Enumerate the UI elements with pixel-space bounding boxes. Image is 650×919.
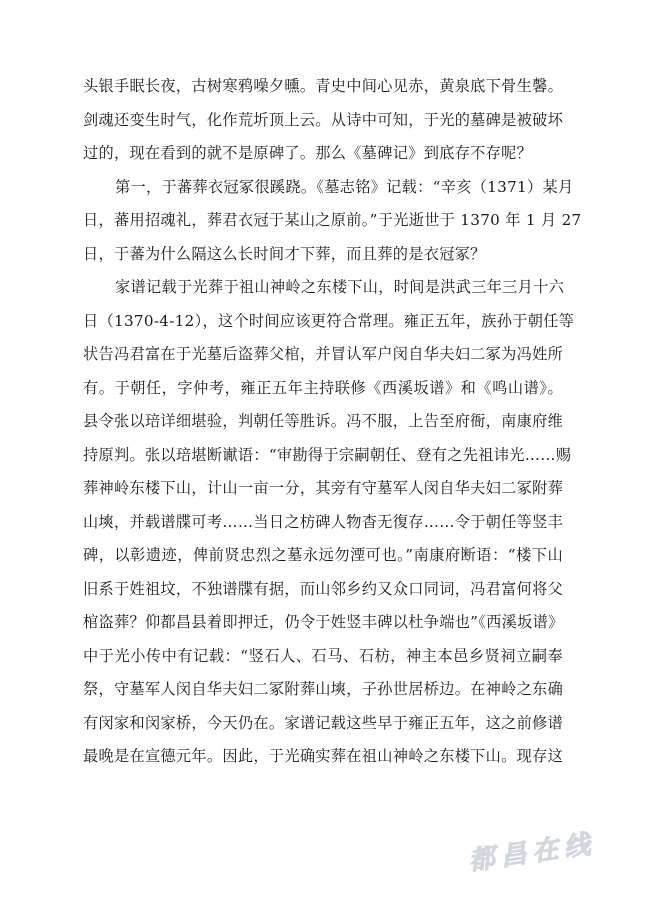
text-line: 状告冯君富在于光墓后盗葬父棺，并冒认军户闵自华夫妇二冢为冯姓所 <box>83 345 564 363</box>
text-line: 县令张以琣详细堪验，判朝任等胜诉。冯不服，上告至府衙，南康府维 <box>83 412 564 430</box>
watermark: 都昌在线 <box>466 829 598 877</box>
text-line: 旧系于姓祖坟，不独谱牒有据，而山邻乡约又众口同词，冯君富何将父 <box>83 579 564 598</box>
text-line: 持原判。张以琣堪断谳语：“审勘得于宗嗣朝任、登有之先祖讳光……赐 <box>83 445 572 464</box>
paragraph-first-line: 家谱记载于光葬于祖山神岭之东楼下山，时间是洪武三年三月十六 <box>115 278 565 296</box>
text-line: 碑，以彰遗迹，俾前贤忠烈之墓永远勿湮可也。”南康府断语：“楼下山 <box>83 546 563 564</box>
paragraph-first-line: 第一，于蕃葬衣冠冢很蹊跷。《墓志铭》记载：“辛亥（1371）某月 <box>115 177 574 196</box>
document-body <box>83 70 582 774</box>
text-line: 山塽，并载谱牒可考……当日之枋碑人物杳无復存……令于朝任等竖丰 <box>83 512 564 531</box>
text-line: 日，于蕃为什么隔这么长时间才下葬，而且葬的是衣冠冢？ <box>83 244 486 263</box>
text-line: 剑魂还变生时气，化作荒圻顶上云。从诗中可知，于光的墓碑是被破坏 <box>83 110 564 129</box>
text-line: 头银手眠长夜，古树寒鸦噪夕曛。青史中间心见赤，黄泉底下骨生馨。 <box>83 77 564 95</box>
text-line: 祭，守墓军人闵自华夫妇二冢附葬山塽，子孙世居桥边。在神岭之东确 <box>83 680 564 698</box>
text-line: 日，蕃用招魂礼，葬君衣冠于某山之原前。”于光逝世于 1370 年 1 月 27 <box>83 211 582 229</box>
text-line: 葬神岭东楼下山，计山一亩一分，其旁有守墓军人闵自华夫妇二冢附葬 <box>83 479 564 497</box>
text-line: 有。于朝任，字仲考，雍正五年主持联修《西溪坂谱》和《鸣山谱》。 <box>83 378 563 397</box>
text-line: 过的，现在看到的就不是原碑了。那么《墓碑记》到底存不存呢？ <box>83 144 533 162</box>
text-line: 有闵家和闵家桥，今天仍在。家谱记载这些早于雍正五年，这之前修谱 <box>83 713 564 732</box>
text-line: 日（1370-4-12），这个时间应该更符合常理。雍正五年，族孙于朝任等 <box>83 311 575 330</box>
text-line: 棺盗葬？仰都昌县着即押迁，仍令于姓竖丰碑以杜争端也”《西溪坂谱》 <box>83 613 564 631</box>
text-line: 最晚是在宣德元年。因此，于光确实葬在祖山神岭之东楼下山。现存这 <box>83 747 564 765</box>
text-line: 中于光小传中有记载：“竖石人、石马、石枋，神主本邑乡贤祠立嗣奉 <box>83 646 563 665</box>
